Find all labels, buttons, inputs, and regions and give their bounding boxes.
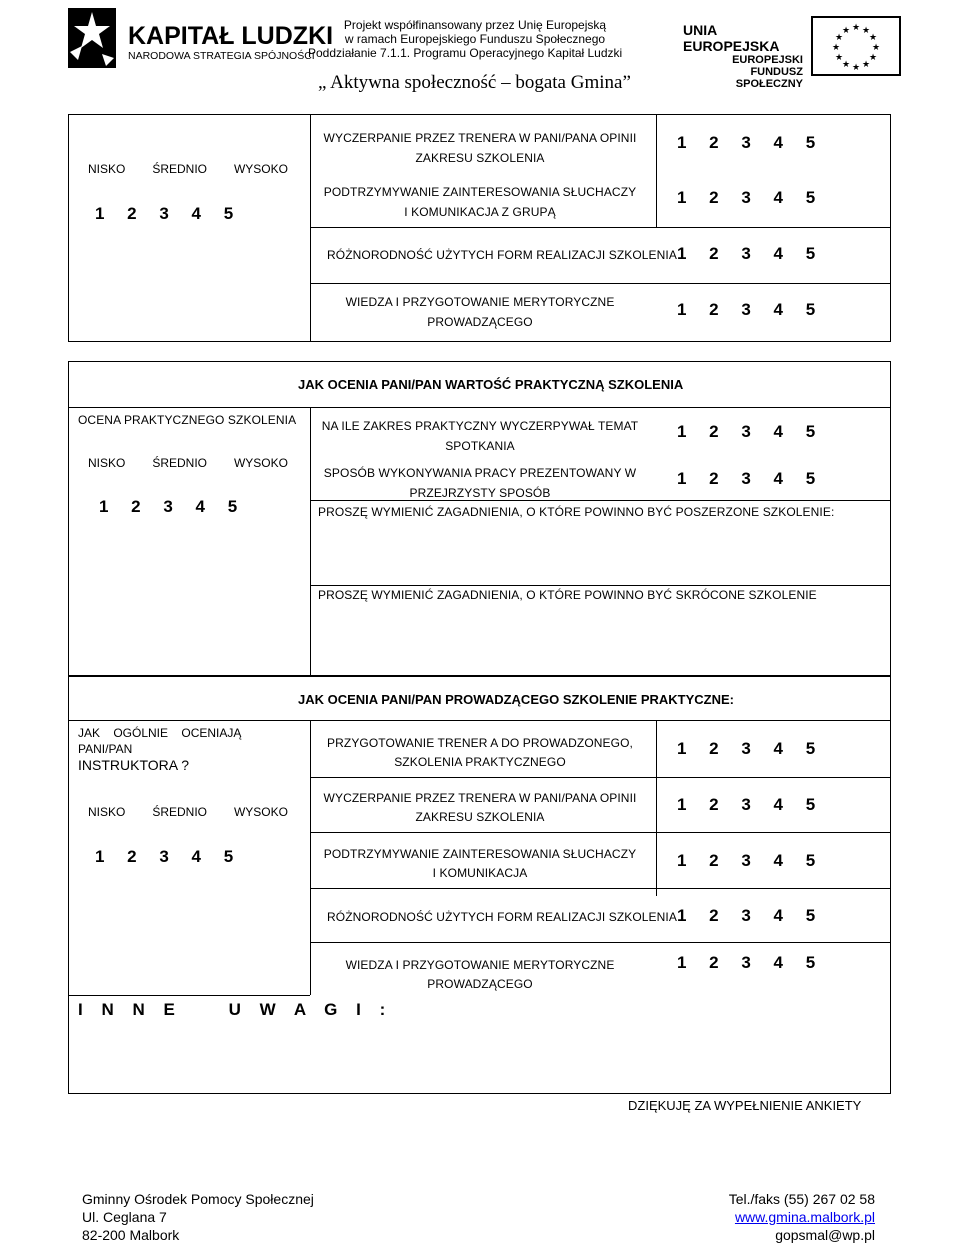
s2-shorten-prompt: PROSZĘ WYMIENIĆ ZAGADNIENIA, O KTÓRE POWINNO BYĆ SKRÓCONE SZKOLENIE [318, 588, 817, 602]
eu-flag-icon [811, 16, 901, 76]
s3-q1-scale[interactable]: 1 2 3 4 5 [677, 739, 816, 758]
s1-levels [88, 162, 288, 176]
ue-logo-text [683, 22, 803, 90]
level-low: NISKO [88, 162, 126, 176]
s1-overall-scale[interactable]: 1 2 3 4 5 [95, 204, 234, 223]
s1-q2-line1: PODTRZYMYWANIE ZAINTERESOWANIA SŁUCHACZY [323, 185, 637, 199]
s2-levels [88, 456, 288, 470]
s3-q3-line2: I KOMUNIKACJA [432, 866, 528, 880]
svg-text:★: ★ [861, 26, 871, 36]
s3-q5-line1: WIEDZA I PRZYGOTOWANIE MERYTORYCZNE [345, 958, 615, 972]
s1-q2-scale[interactable]: 1 2 3 4 5 [677, 188, 816, 207]
s1-q1-line2: ZAKRESU SZKOLENIA [415, 151, 545, 165]
s3-q5-scale[interactable]: 1 2 3 4 5 [677, 953, 816, 972]
s2-q2-line1: SPOSÓB WYKONYWANIA PRACY PREZENTOWANY W [323, 466, 637, 480]
header-center [300, 18, 650, 60]
s2-extend-answer-area[interactable] [318, 522, 883, 580]
s2-title: JAK OCENIA PANI/PAN WARTOŚĆ PRAKTYCZNĄ SZKOLENIA [298, 377, 684, 392]
ue-line-2: EUROPEJSKI [732, 54, 803, 66]
s3-q3-scale[interactable]: 1 2 3 4 5 [677, 851, 816, 870]
s2-q2-line2: PRZEJRZYSTY SPOSÓB [409, 486, 551, 500]
s1-q1-scale[interactable]: 1 2 3 4 5 [677, 133, 816, 152]
level-high: WYSOKO [233, 805, 288, 819]
footer-street: Ul. Ceglana 7 [82, 1209, 167, 1225]
level-mid: ŚREDNIO [152, 456, 207, 470]
s3-q5 [320, 956, 640, 994]
s3-overall-scale[interactable]: 1 2 3 4 5 [95, 847, 234, 866]
s1-q1-line1: WYCZERPANIE PRZEZ TRENERA W PANI/PANA OPINII [323, 131, 637, 145]
footer-right [729, 1190, 875, 1244]
s3-q2 [320, 789, 640, 827]
s3-q1-line2: SZKOLENIA PRAKTYCZNEGO [394, 755, 566, 769]
s2-q1-line2: SPOTKANIA [445, 439, 515, 453]
s2-extend-prompt: PROSZĘ WYMIENIĆ ZAGADNIENIA, O KTÓRE POWINNO BYĆ POSZERZONE SZKOLENIE: [318, 505, 835, 519]
s1-q4 [320, 292, 640, 332]
s1-q2 [320, 182, 640, 222]
eu-stars-icon [813, 18, 899, 74]
level-high: WYSOKO [233, 456, 288, 470]
level-mid: ŚREDNIO [152, 805, 207, 819]
s2-q2-scale[interactable]: 1 2 3 4 5 [677, 469, 816, 488]
svg-text:★: ★ [841, 60, 851, 70]
s3-q2-line2: ZAKRESU SZKOLENIA [415, 810, 545, 824]
s3-q3 [320, 845, 640, 883]
kl-subtitle: NARODOWA STRATEGIA SPÓJNOŚCI [128, 50, 315, 62]
ue-title: UNIA EUROPEJSKA [683, 22, 780, 54]
s3-q2-line1: WYCZERPANIE PRZEZ TRENERA W PANI/PANA OPINII [323, 791, 637, 805]
s1-q4-line1: WIEDZA I PRZYGOTOWANIE MERYTORYCZNE [345, 295, 615, 309]
svg-text:★: ★ [834, 53, 844, 63]
s3-left-q-line2: INSTRUKTORA ? [78, 757, 189, 773]
s3-levels [88, 805, 288, 819]
project-title: „ Aktywna społeczność – bogata Gmina” [318, 72, 631, 93]
kl-title: KAPITAŁ LUDZKI [128, 22, 334, 50]
s1-q3: RÓŻNORODNOŚĆ UŻYTYCH FORM REALIZACJI SZKOLENIA [327, 248, 677, 262]
kl-star-icon [60, 2, 122, 74]
kapital-ludzki-logo [60, 2, 334, 74]
ue-line-3: FUNDUSZ SPOŁECZNY [735, 66, 803, 90]
s3-left-question [78, 725, 303, 773]
s1-q4-line2: PROWADZĄCEGO [427, 315, 533, 329]
s3-q3-line1: PODTRZYMYWANIE ZAINTERESOWANIA SŁUCHACZY [323, 847, 637, 861]
svg-text:★: ★ [851, 63, 861, 73]
s2-shorten-answer-area[interactable] [318, 606, 883, 671]
footer-email[interactable]: gopsmal@wp.pl [775, 1227, 875, 1243]
footer-city: 82-200 Malbork [82, 1227, 180, 1243]
s1-q3-scale[interactable]: 1 2 3 4 5 [677, 244, 816, 263]
svg-text:★: ★ [831, 43, 841, 53]
level-low: NISKO [88, 456, 126, 470]
level-low: NISKO [88, 805, 126, 819]
remarks-label: I N N E U W A G I : [78, 1000, 393, 1019]
footer-web-link[interactable]: www.gmina.malbork.pl [734, 1209, 875, 1225]
remarks-answer-area[interactable] [78, 1024, 883, 1088]
s3-q1 [320, 734, 640, 772]
s1-q1 [320, 128, 640, 168]
header-line-2: w ramach Europejskiego Funduszu Społecznego [344, 32, 606, 46]
s3-q1-line1: PRZYGOTOWANIE TRENER A DO PROWADZONEGO, [327, 736, 633, 750]
svg-text:★: ★ [868, 33, 878, 43]
s3-q4-scale[interactable]: 1 2 3 4 5 [677, 906, 816, 925]
s3-q5-line2: PROWADZĄCEGO [427, 977, 533, 991]
svg-text:★: ★ [868, 53, 878, 63]
s3-left-q-line1: JAK OGÓLNIE OCENIAJĄ PANI/PAN [78, 726, 242, 756]
svg-text:★: ★ [834, 33, 844, 43]
s2-q2 [320, 463, 640, 503]
header-line-1: Projekt współfinansowany przez Unię Europejską [343, 18, 607, 32]
header-line-3: Poddziałanie 7.1.1. Programu Operacyjnego Kapitał Ludzki [308, 46, 623, 60]
s1-q4-scale[interactable]: 1 2 3 4 5 [677, 300, 816, 319]
s3-q4: RÓŻNORODNOŚĆ UŻYTYCH FORM REALIZACJI SZKOLENIA [327, 910, 677, 924]
svg-text:★: ★ [871, 43, 881, 53]
s2-overall-scale[interactable]: 1 2 3 4 5 [99, 497, 238, 516]
s2-left-label: OCENA PRAKTYCZNEGO SZKOLENIA [78, 413, 297, 427]
footer-phone: Tel./faks (55) 267 02 58 [728, 1191, 875, 1207]
footer-left [82, 1190, 314, 1244]
thanks-note: DZIĘKUJĘ ZA WYPEŁNIENIE ANKIETY [628, 1098, 862, 1113]
s1-q2-line2: I KOMUNIKACJA Z GRUPĄ [404, 205, 556, 219]
svg-text:★: ★ [851, 23, 861, 33]
level-mid: ŚREDNIO [152, 162, 207, 176]
footer-org: Gminny Ośrodek Pomocy Społecznej [82, 1191, 314, 1207]
s2-q1-scale[interactable]: 1 2 3 4 5 [677, 422, 816, 441]
svg-text:★: ★ [861, 60, 871, 70]
s2-q1-line1: NA ILE ZAKRES PRAKTYCZNY WYCZERPYWAŁ TEMAT [321, 419, 639, 433]
s3-q2-scale[interactable]: 1 2 3 4 5 [677, 795, 816, 814]
s2-q1 [320, 416, 640, 456]
s3-title: JAK OCENIA PANI/PAN PROWADZĄCEGO SZKOLENIE PRAKTYCZNE: [298, 692, 735, 707]
svg-text:★: ★ [841, 26, 851, 36]
level-high: WYSOKO [233, 162, 288, 176]
